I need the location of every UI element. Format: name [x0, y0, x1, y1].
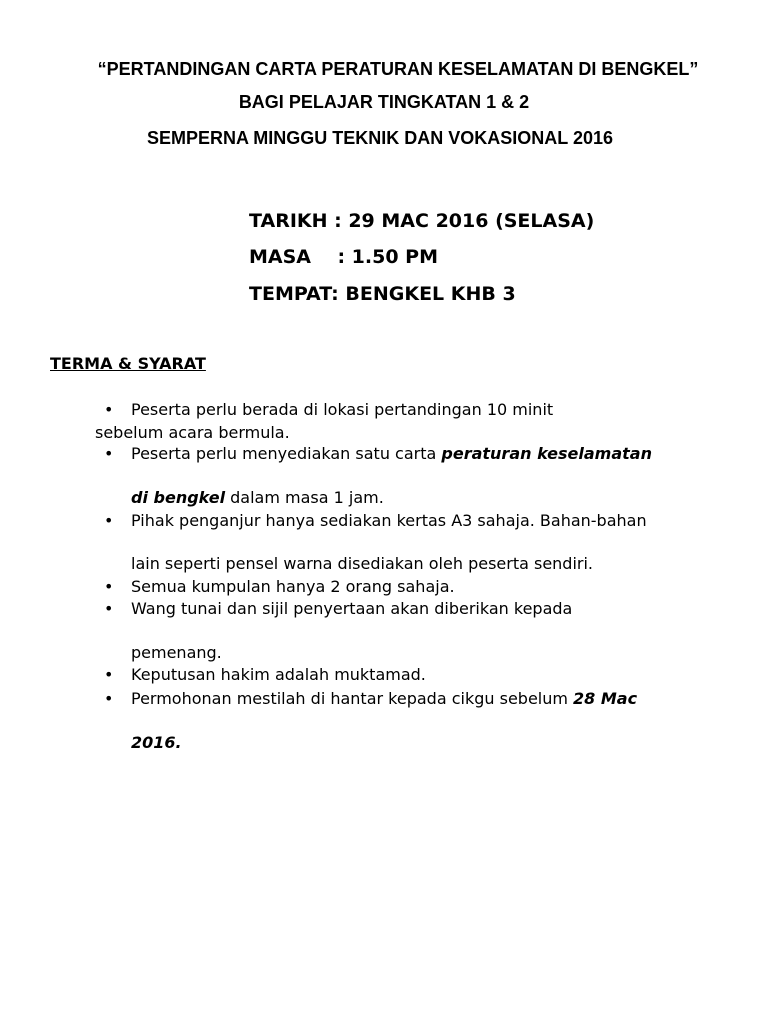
term-2-emphasis-2: di bengkel: [131, 488, 226, 507]
term-5-line-2: pemenang.: [131, 643, 222, 662]
term-3-line-1: Pihak penganjur hanya sediakan kertas A3 sahaja. Bahan-bahan: [131, 511, 647, 530]
bullet-2: •: [104, 444, 114, 463]
bullet-3: •: [104, 511, 114, 530]
term-5-line-1: Wang tunai dan sijil penyertaan akan diberikan kepada: [131, 599, 573, 618]
term-2-text: Peserta perlu menyediakan satu carta: [131, 444, 442, 463]
date-line: TARIKH : 29 MAC 2016 (SELASA): [249, 210, 595, 232]
term-4-line-1: Semua kumpulan hanya 2 orang sahaja.: [131, 577, 455, 596]
term-7-text: Permohonan mestilah di hantar kepada cikgu sebelum: [131, 689, 574, 708]
term-2-line-1: [131, 444, 652, 464]
bullet-5: •: [104, 599, 114, 618]
term-7-emphasis: 28 Mac: [573, 689, 638, 708]
bullet-6: •: [104, 665, 114, 684]
document-title: “PERTANDINGAN CARTA PERATURAN KESELAMATAN DI BENGKEL”: [97, 59, 699, 79]
terms-heading: TERMA & SYARAT: [50, 354, 206, 373]
document-event-line: SEMPERNA MINGGU TEKNIK DAN VOKASIONAL 2016: [146, 128, 614, 148]
bullet-4: •: [104, 577, 114, 596]
term-2-line-2: [131, 488, 384, 508]
document-subtitle: BAGI PELAJAR TINGKATAN 1 & 2: [238, 92, 530, 112]
term-2-emphasis: peraturan keselamatan: [441, 444, 652, 463]
term-7-emphasis-2: 2016.: [131, 733, 182, 752]
time-line: MASA : 1.50 PM: [249, 246, 438, 268]
venue-line: TEMPAT: BENGKEL KHB 3: [249, 283, 516, 305]
term-7-line-2: [131, 733, 182, 753]
term-2-text-2: dalam masa 1 jam.: [225, 488, 384, 507]
term-7-line-1: [131, 689, 637, 709]
term-1-line-1: Peserta perlu berada di lokasi pertandingan 10 minit: [131, 400, 554, 419]
bullet-1: •: [104, 400, 114, 419]
bullet-7: •: [104, 689, 114, 708]
term-3-line-2: lain seperti pensel warna disediakan oleh peserta sendiri.: [131, 554, 594, 573]
term-1-line-2: sebelum acara bermula.: [95, 423, 290, 442]
term-6-line-1: Keputusan hakim adalah muktamad.: [131, 665, 426, 684]
